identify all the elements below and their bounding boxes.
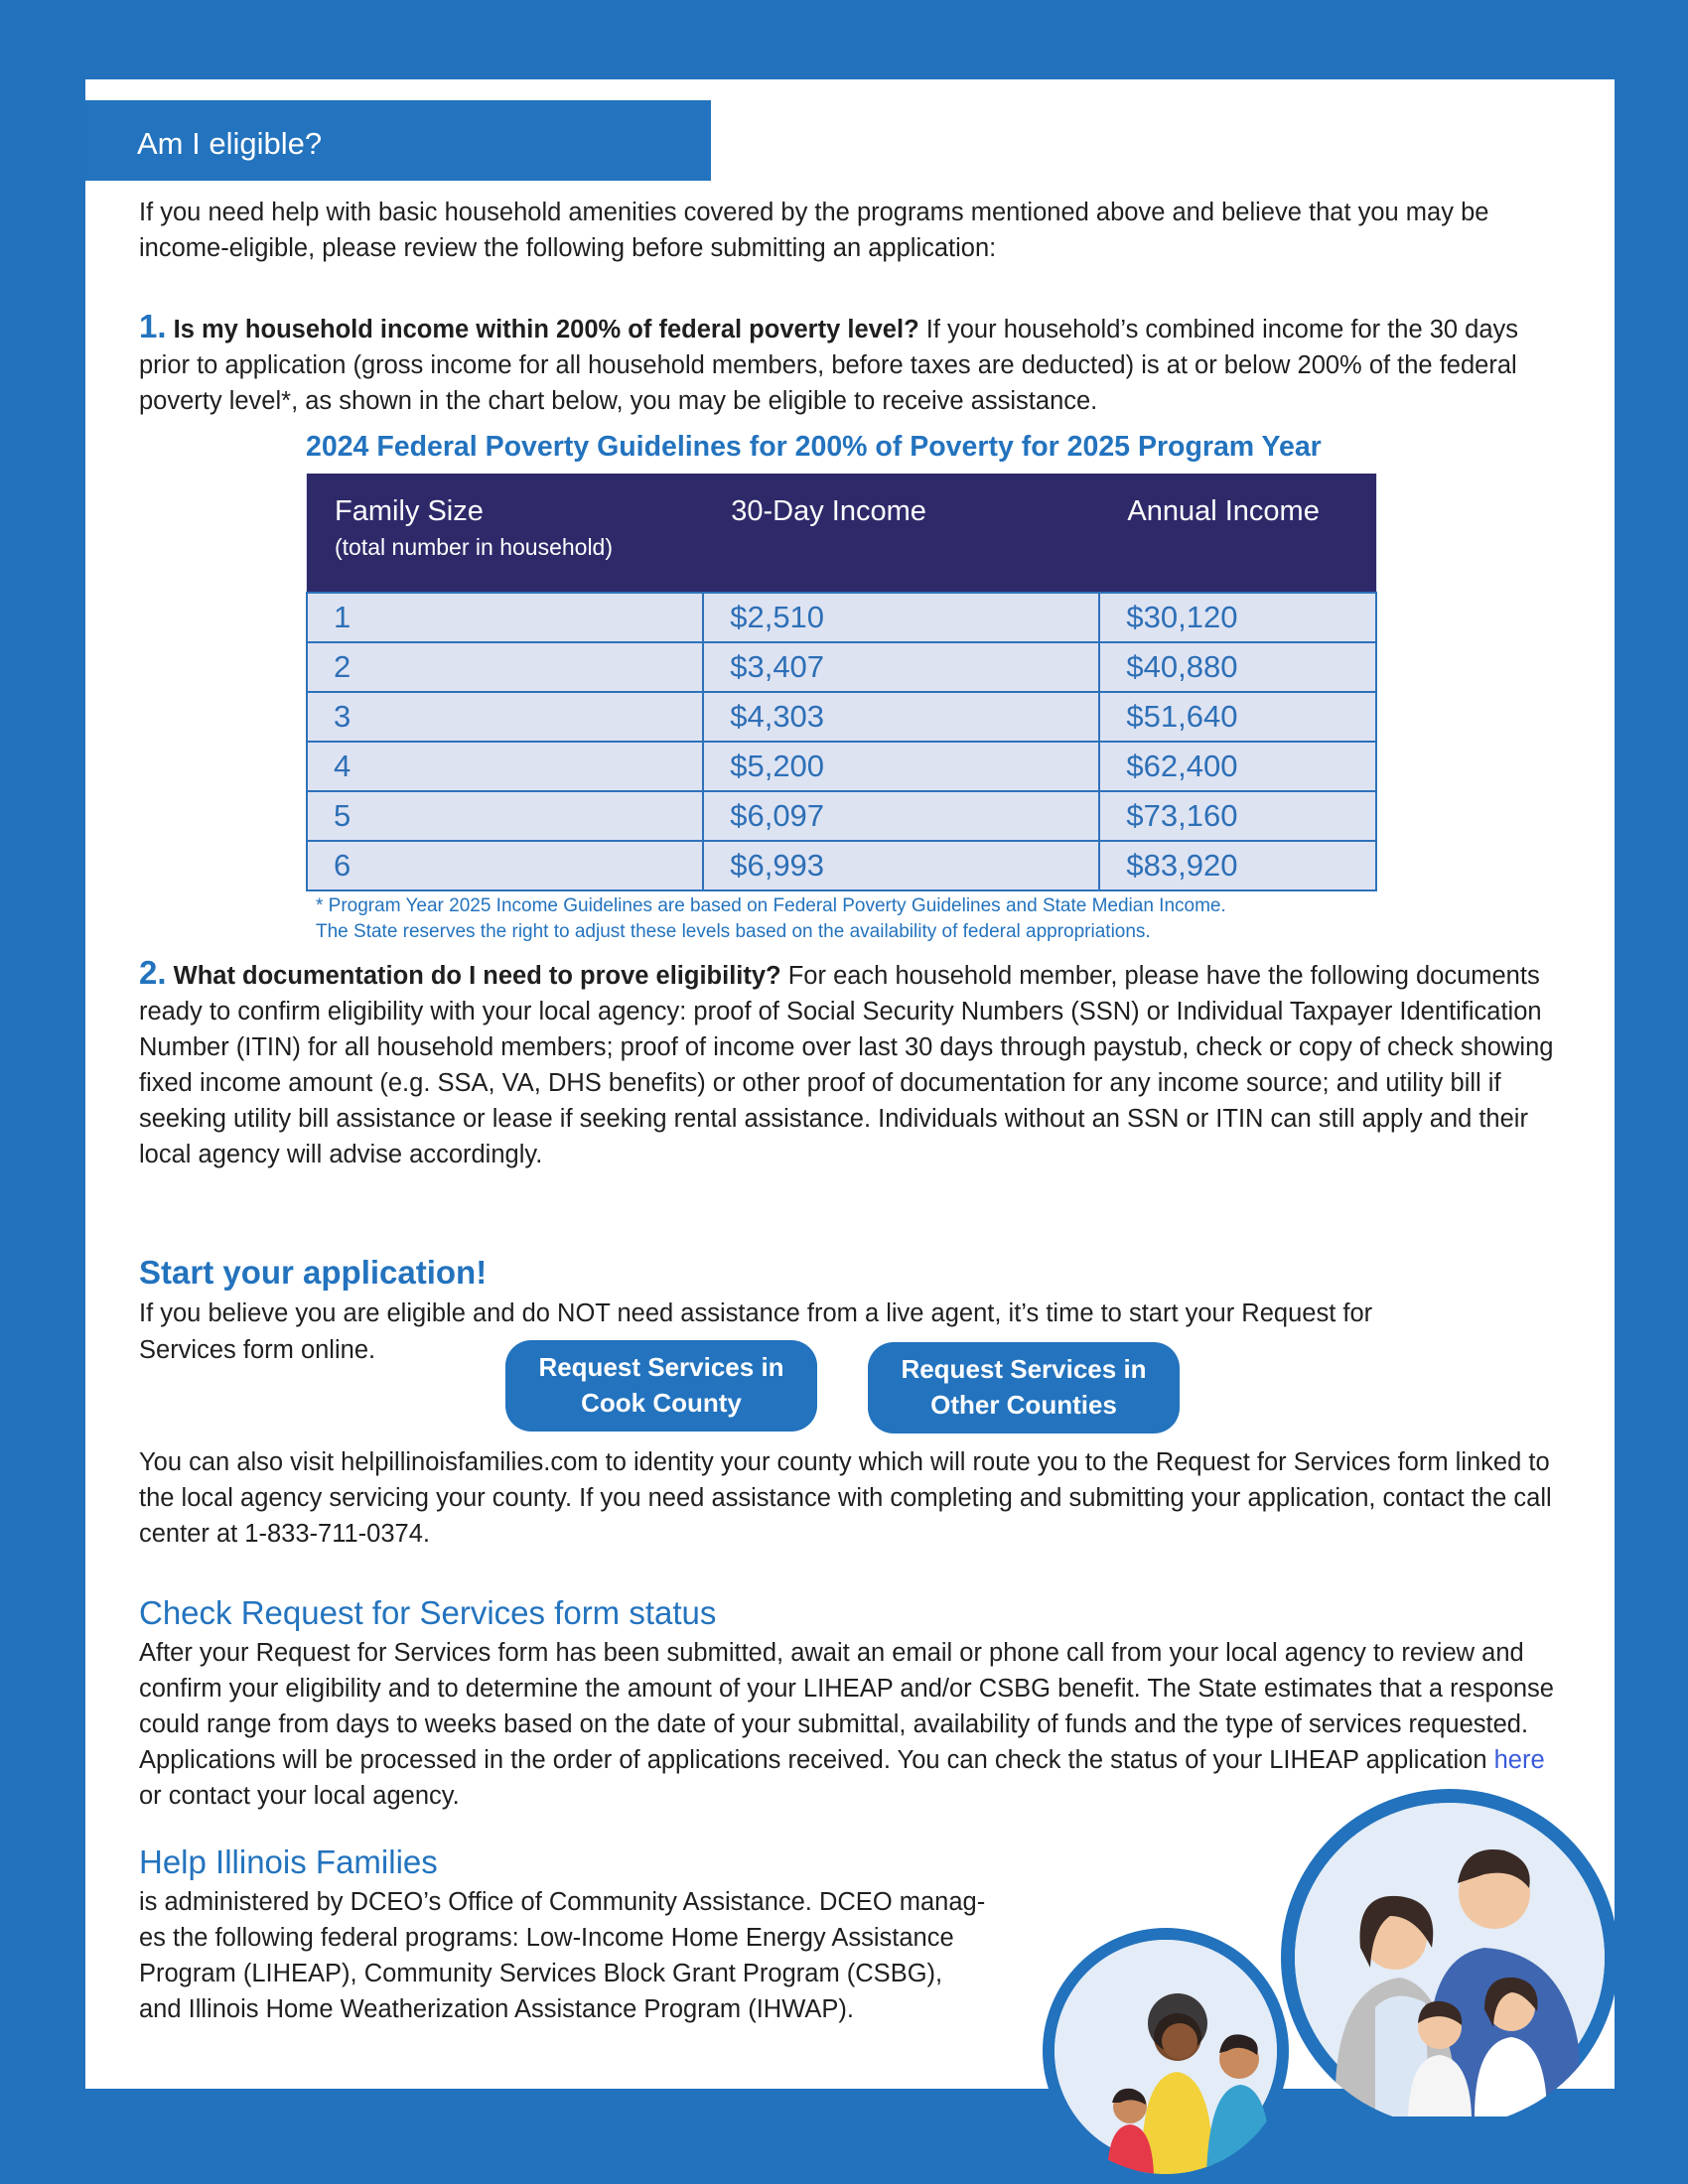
help-illinois-families-title: Help Illinois Families bbox=[139, 1843, 438, 1880]
family-size-cell: 4 bbox=[307, 742, 703, 791]
status-last-pre: You can check the status of your LIHEAP application bbox=[897, 1746, 1494, 1774]
header-family-size bbox=[307, 474, 703, 593]
thirty-day-income-cell: $5,200 bbox=[703, 742, 1099, 791]
start-line-1: If you believe you are eligible and do NOT need assistance from a live agent, it’s time to start your Request for bbox=[139, 1299, 1373, 1327]
thirty-day-income-cell: $3,407 bbox=[703, 642, 1099, 692]
question-2-body: For each household member, please have the following documents ready to confirm eligibility with your local agency: proof of Social Security Numbers (SSN) or Individual Taxpayer Identification Number (ITIN) for all household members; proof of income over last 30 days through paystub, check or copy of check showing fixed income amount (e.g. SSA, VA, DHS benefits) or other proof of documentation for any income source; and utility bill if seeking utility bill assistance or lease if seeking rental assistance. Individuals without an SSN or ITIN can still apply and their local agency will advise accordingly. bbox=[139, 962, 1554, 1168]
family-size-cell: 5 bbox=[307, 791, 703, 841]
annual-income-cell: $73,160 bbox=[1099, 791, 1376, 841]
poverty-guidelines-table bbox=[306, 474, 1377, 891]
request-services-cook-county-button[interactable] bbox=[505, 1340, 817, 1432]
question-1 bbox=[139, 309, 1569, 419]
family-group-icon bbox=[1281, 1789, 1618, 2126]
table-footnote bbox=[316, 893, 1226, 945]
family-trio-icon bbox=[1043, 1928, 1289, 2174]
hif-line-2: es the following federal programs: Low-Income Home Energy Assistance bbox=[139, 1924, 954, 1952]
table-row bbox=[307, 642, 1376, 692]
eligibility-banner bbox=[85, 100, 711, 181]
status-body-text: After your Request for Services form has been submitted, await an email or phone call from your local agency to review and confirm your eligibility and to determine the amount of your LIHEAP and/or CSBG benefit. The State estimates that a response could range from days to weeks based on the date of your submittal, availability of funds and the type of services requested. Applications will be processed in the order of applications received. bbox=[139, 1639, 1554, 1774]
family-illustration-large bbox=[1281, 1789, 1618, 2126]
annual-income-cell: $30,120 bbox=[1099, 593, 1376, 642]
hif-line-3: Program (LIHEAP), Community Services Block Grant Program (CSBG), bbox=[139, 1960, 943, 1987]
other-button-label-2: Other Counties bbox=[930, 1390, 1117, 1420]
status-body bbox=[139, 1635, 1569, 1814]
thirty-day-income-cell: $2,510 bbox=[703, 593, 1099, 642]
help-illinois-families-body bbox=[139, 1884, 1092, 2027]
thirty-day-income-cell: $4,303 bbox=[703, 692, 1099, 742]
question-2-number: 2. bbox=[139, 954, 167, 991]
question-2-title: What documentation do I need to prove eligibility? bbox=[173, 962, 781, 990]
cook-button-label-2: Cook County bbox=[581, 1388, 742, 1418]
start-body: You can also visit helpillinoisfamilies.com to identity your county which will route you to the Request for Services form linked to the local agency servicing your county. If you need assistance with completing and submitting your application, contact the call center at 1-833-711-0374. bbox=[139, 1448, 1552, 1548]
family-size-cell: 3 bbox=[307, 692, 703, 742]
header-family-size-sub: (total number in household) bbox=[335, 534, 613, 560]
header-annual-income: Annual Income bbox=[1099, 474, 1376, 593]
header-family-size-label: Family Size bbox=[335, 495, 484, 527]
table-row bbox=[307, 742, 1376, 791]
start-application-title: Start your application! bbox=[139, 1254, 488, 1291]
footnote-line-1: * Program Year 2025 Income Guidelines are based on Federal Poverty Guidelines and State Median Income. bbox=[316, 895, 1226, 916]
status-last-post: or contact your local agency. bbox=[139, 1782, 460, 1810]
question-1-number: 1. bbox=[139, 308, 167, 344]
table-title: 2024 Federal Poverty Guidelines for 200% of Poverty for 2025 Program Year bbox=[306, 431, 1322, 463]
hif-line-1: is administered by DCEO’s Office of Community Assistance. DCEO manag- bbox=[139, 1888, 986, 1916]
footnote-line-2: The State reserves the right to adjust these levels based on the availability of federal appropriations. bbox=[316, 921, 1151, 942]
thirty-day-income-cell: $6,993 bbox=[703, 841, 1099, 890]
family-illustration-small bbox=[1043, 1928, 1289, 2174]
status-title: Check Request for Services form status bbox=[139, 1594, 717, 1631]
request-services-other-counties-button[interactable] bbox=[868, 1342, 1180, 1433]
family-size-cell: 2 bbox=[307, 642, 703, 692]
annual-income-cell: $40,880 bbox=[1099, 642, 1376, 692]
table-row bbox=[307, 791, 1376, 841]
thirty-day-income-cell: $6,097 bbox=[703, 791, 1099, 841]
table-row bbox=[307, 841, 1376, 890]
start-line-2: Services form online. bbox=[139, 1336, 376, 1364]
question-1-body: If your household’s combined income for the 30 days prior to application (gross income for all household members, before taxes are deducted) is at or below 200% of the federal poverty level*, as shown in the chart below, you may be eligible to receive assistance. bbox=[139, 316, 1519, 415]
cook-button-label-1: Request Services in bbox=[538, 1352, 784, 1382]
hif-line-4: and Illinois Home Weatherization Assistance Program (IHWAP). bbox=[139, 1995, 854, 2023]
liheap-status-link[interactable]: here bbox=[1493, 1746, 1545, 1774]
table-row bbox=[307, 593, 1376, 642]
question-2 bbox=[139, 955, 1569, 1172]
other-button-label-1: Request Services in bbox=[901, 1354, 1147, 1384]
question-1-title: Is my household income within 200% of federal poverty level? bbox=[173, 316, 919, 343]
family-size-cell: 6 bbox=[307, 841, 703, 890]
annual-income-cell: $83,920 bbox=[1099, 841, 1376, 890]
family-size-cell: 1 bbox=[307, 593, 703, 642]
table-row bbox=[307, 692, 1376, 742]
table-header-row bbox=[307, 474, 1376, 593]
intro-paragraph: If you need help with basic household amenities covered by the programs mentioned above and believe that you may be income-eligible, please review the following before submitting an application: bbox=[139, 199, 1489, 262]
annual-income-cell: $62,400 bbox=[1099, 742, 1376, 791]
annual-income-cell: $51,640 bbox=[1099, 692, 1376, 742]
banner-title: Am I eligible? bbox=[137, 126, 323, 161]
header-30-day-income: 30-Day Income bbox=[703, 474, 1099, 593]
